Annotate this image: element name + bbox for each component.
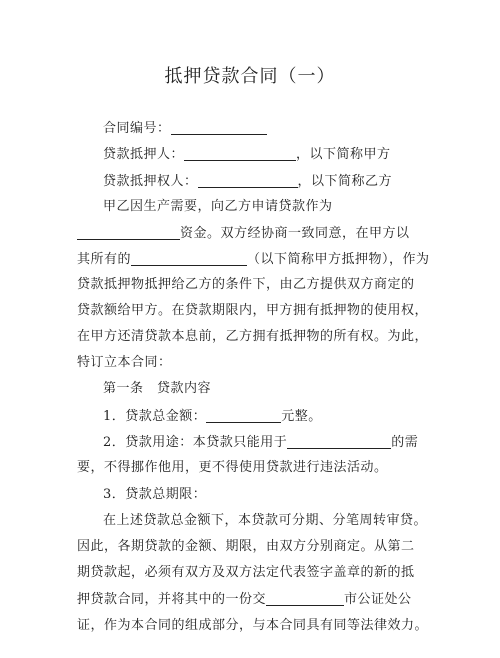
article-1-para-line-5: 证，作为本合同的组成部分，与本合同具有同等法律效力。 [77,618,429,633]
contract-number-row [103,121,267,135]
intro-line-3-suffix: （以下简称甲方抵押物），作为 [247,252,430,267]
intro-line-7: 特订立本合同： [77,355,172,370]
article-1-para-line-1: 在上述贷款总金额下，本贷款可分期、分笔周转审贷。 [103,513,428,528]
loan-purpose-blank [287,435,391,449]
mortgagee-suffix: ，以下简称乙方 [297,174,393,189]
mortgagor-suffix: ，以下简称甲方 [296,147,391,162]
article-1-para-line-4 [77,592,412,606]
contract-number-label: 合同编号： [103,121,171,136]
notary-city-blank [266,592,344,606]
intro-line-6: 在甲方还清贷款本息前，乙方拥有抵押物的所有权。为此， [77,329,429,344]
loan-purpose-suffix: 的需 [391,435,419,450]
article-1-item-2 [103,435,418,449]
loan-amount-suffix: 元整。 [281,409,322,424]
loan-amount-label: 1．贷款总金额： [103,409,207,424]
article-1-heading: 第一条 贷款内容 [103,381,212,396]
intro-line-5: 贷款额给甲方。在贷款期限内，甲方拥有抵押物的使用权， [77,303,429,318]
article-1-item-2-cont: 要，不得挪作他用，更不得使用贷款进行违法活动。 [77,460,388,475]
para-line-4-suffix: 市公证处公 [344,592,412,607]
article-1-para-line-2: 因此，各期贷款的金额、期限，由双方分别商定。从第二 [77,539,415,554]
intro-line-2-text: 资金。双方经协商一致同意，在甲方以 [180,226,410,241]
loan-amount-blank [206,409,281,423]
loan-purpose-label: 2．贷款用途：本贷款只能用于 [103,435,288,450]
article-1-para-line-3: 期贷款起，必须有双方及双方法定代表签字盖章的新的抵 [77,565,415,580]
article-1-item-3: 3．贷款总期限： [103,487,207,502]
intro-line-1: 甲乙因生产需要，向乙方申请贷款作为 [103,199,333,214]
purpose-funds-blank [77,226,180,240]
mortgagor-blank [184,147,296,161]
mortgagee-blank [198,174,298,188]
contract-number-blank [171,121,267,135]
mortgagor-row [103,147,391,161]
mortgagee-label: 贷款抵押权人： [103,174,198,189]
intro-line-3-prefix: 其所有的 [77,252,132,267]
mortgagor-label: 贷款抵押人： [103,147,185,162]
intro-line-3 [77,252,430,266]
intro-line-2 [77,226,410,240]
mortgagee-row [103,174,392,188]
para-line-4-prefix: 押贷款合同，并将其中的一份交 [77,592,267,607]
article-1-item-1 [103,409,322,423]
collateral-blank [131,252,247,266]
document-title: 抵押贷款合同（一） [164,66,336,87]
intro-line-4: 贷款抵押物抵押给乙方的条件下，由乙方提供双方商定的 [77,277,415,292]
